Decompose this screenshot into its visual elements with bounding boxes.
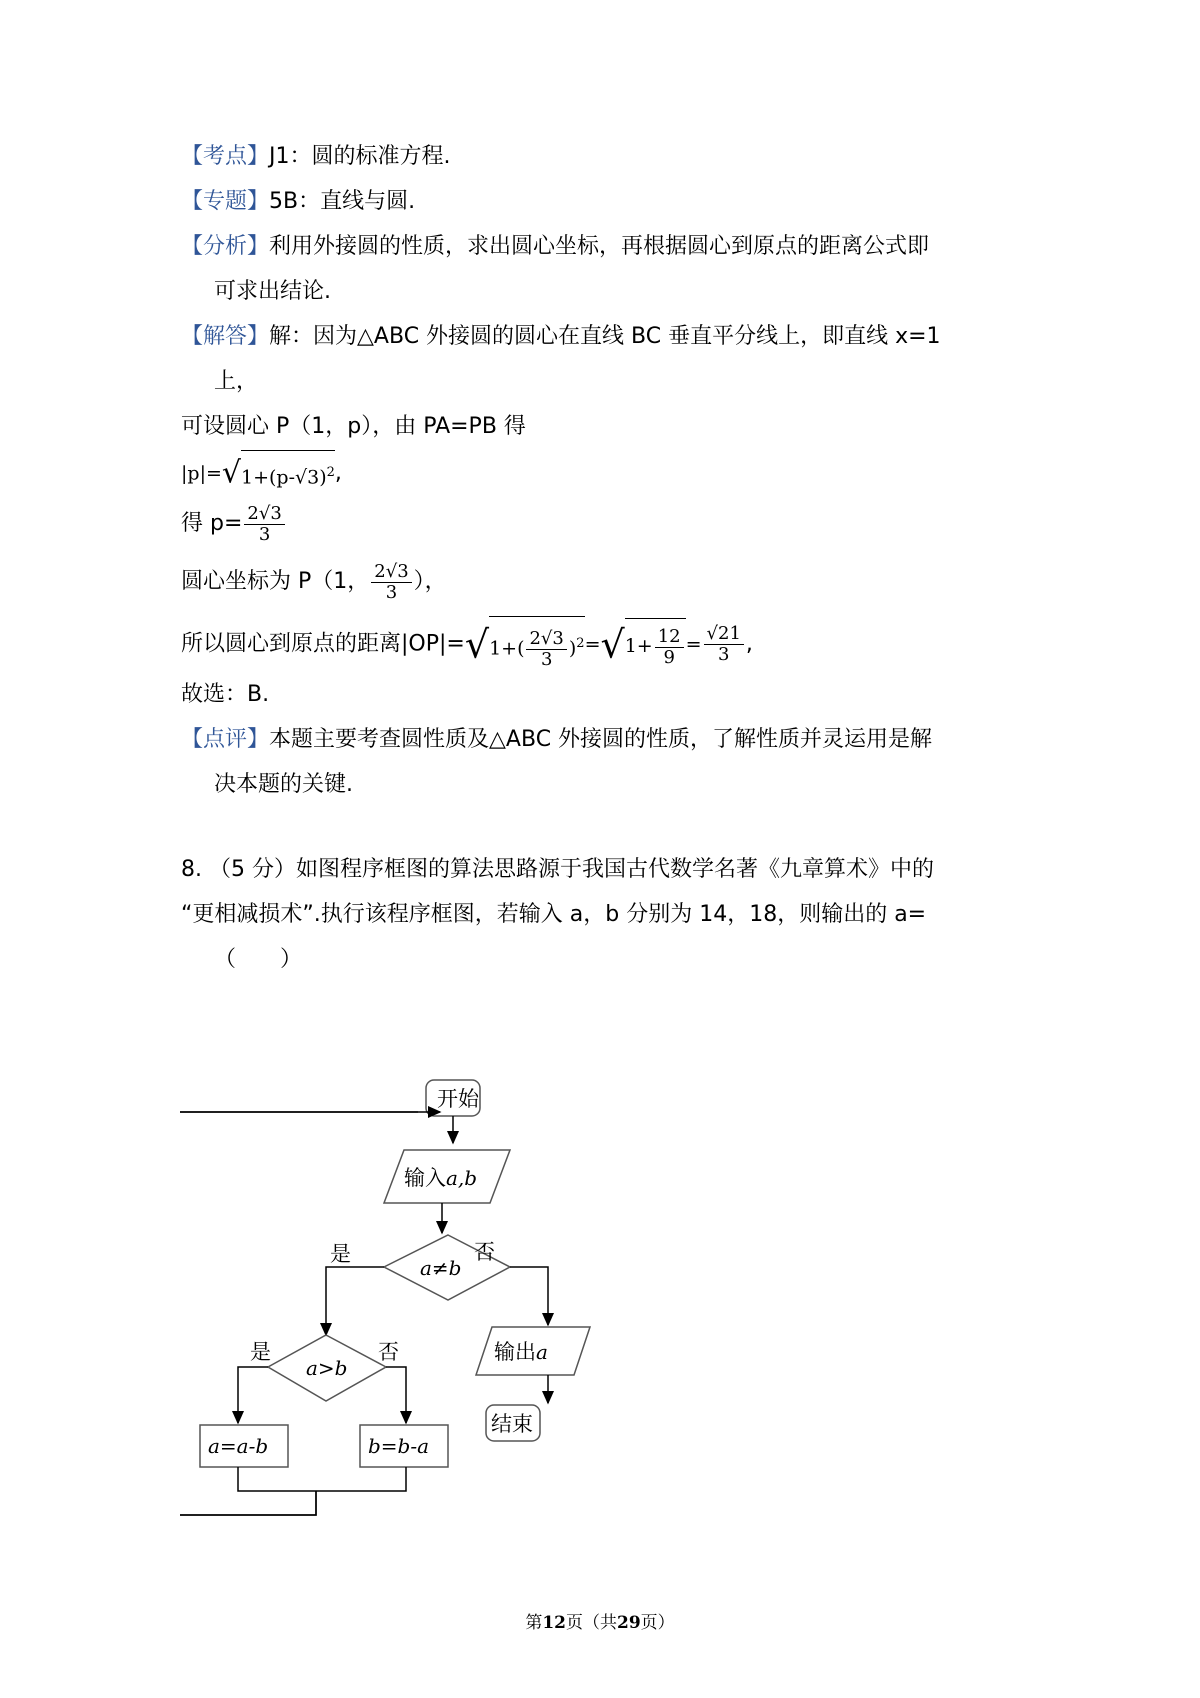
step-3-num: 2√3 [371, 562, 411, 583]
jieda-line [181, 322, 941, 352]
sqrt-symbol: √ [600, 622, 625, 667]
input-vars: a,b [446, 1166, 478, 1190]
step-4-eq: = [584, 633, 601, 656]
equation-1 [181, 450, 342, 497]
cond-1-label: a≠b [420, 1256, 462, 1280]
step-4-c: 1+ [624, 635, 653, 658]
answer: 故选：B. [181, 682, 270, 707]
jieda-text-1: 解：因为△ABC 外接圆的圆心在直线 BC 垂直平分线上，即直线 x=1 [269, 324, 941, 349]
input-label [404, 1166, 477, 1190]
step-4-fraction-3 [704, 624, 744, 665]
question-line-1: 8. （5 分）如图程序框图的算法思路源于我国古代数学名著《九章算术》中的 [181, 857, 934, 882]
dianping-line [181, 725, 932, 755]
output-prefix: 输出 [494, 1340, 536, 1364]
kaodian-line [181, 142, 451, 172]
step-4 [181, 616, 753, 673]
question-line-3: （ ） [214, 947, 303, 972]
step-4-num: 2√3 [526, 629, 566, 650]
step-4-radicand-2 [625, 618, 686, 671]
end-label: 结束 [491, 1412, 533, 1436]
sqrt-symbol: √ [221, 455, 242, 491]
footer-prefix: 第 [525, 1613, 543, 1633]
output-var: a [536, 1340, 548, 1364]
question-line-2: “更相减损术”.执行该程序框图，若输入 a，b 分别为 14，18，则输出的 a= [181, 902, 927, 927]
step-4-den3: 3 [718, 644, 730, 666]
no-1-label: 否 [474, 1240, 495, 1264]
fenxi-text-1: 利用外接圆的性质，求出圆心坐标，再根据圆心到原点的距离公式即 [269, 234, 930, 259]
eq-1-left: |p|= [181, 462, 222, 485]
step-4-end: , [745, 631, 753, 657]
step-4-num2: 12 [655, 627, 684, 648]
loop-line-bottom [180, 1491, 316, 1515]
step-4-eq2: = [685, 633, 702, 656]
assign-b-label: b=b-a [368, 1434, 430, 1458]
fenxi-tag: 【分析】 [181, 234, 270, 259]
step-2-prefix: 得 p= [181, 511, 243, 536]
output-label [494, 1340, 548, 1364]
step-4-b: ) [568, 637, 577, 660]
kaodian-tag: 【考点】 [181, 144, 270, 169]
zhuanti-line [181, 187, 415, 217]
step-4-radicand-1 [489, 616, 585, 673]
footer-total: 29 [617, 1613, 641, 1633]
page-footer [0, 1608, 1200, 1633]
eq-1-end: , [334, 460, 342, 486]
yes-1-label: 是 [330, 1242, 351, 1266]
jieda-tag: 【解答】 [181, 324, 270, 349]
step-4-a: 1+( [489, 637, 525, 660]
jieda-text-2: 上， [214, 369, 259, 394]
sqrt-symbol: √ [464, 622, 490, 667]
step-4-num3: √21 [704, 624, 744, 645]
step-2 [181, 502, 287, 546]
step-4-den2: 9 [663, 646, 675, 668]
step-3-den: 3 [385, 581, 398, 603]
step-3 [181, 560, 447, 604]
step-4-den: 3 [540, 648, 553, 670]
step-3-prefix: 圆心坐标为 P（1， [181, 569, 370, 594]
zhuanti-text: 5B：直线与圆. [269, 189, 416, 214]
fenxi-line [181, 232, 929, 262]
cond-2-label: a>b [306, 1356, 348, 1380]
eq-1-radicand [241, 450, 335, 497]
step-3-fraction [371, 562, 411, 603]
step-4-prefix: 所以圆心到原点的距离|OP|= [181, 631, 465, 657]
footer-suffix: 页） [640, 1613, 675, 1633]
input-prefix: 输入 [404, 1166, 446, 1190]
zhuanti-tag: 【专题】 [181, 189, 270, 214]
dianping-tag: 【点评】 [181, 727, 270, 752]
dianping-text-1: 本题主要考查圆性质及△ABC 外接圆的性质，了解性质并灵运用是解 [269, 727, 933, 752]
step-4-exp: 2 [576, 636, 585, 651]
footer-middle: 页（共 [566, 1613, 617, 1633]
step-3-suffix: ）， [413, 569, 447, 594]
step-1: 可设圆心 P（1，p），由 PA=PB 得 [181, 414, 526, 439]
fenxi-text-2: 可求出结论. [214, 279, 331, 304]
step-2-fraction [244, 504, 284, 545]
step-4-fraction-1 [526, 629, 566, 670]
start-label: 开始 [437, 1087, 479, 1111]
eq-1-exp: 2 [326, 465, 335, 480]
dianping-text-2: 决本题的关键. [214, 772, 353, 797]
eq-1-rad: 1+(p-√3) [241, 466, 327, 489]
yes-2-label: 是 [250, 1340, 271, 1364]
step-4-fraction-2 [655, 627, 684, 668]
flowchart [180, 1075, 620, 1575]
assign-a-label: a=a-b [208, 1434, 269, 1458]
kaodian-text: J1：圆的标准方程. [269, 144, 451, 169]
step-2-den: 3 [258, 523, 271, 545]
footer-page: 12 [542, 1613, 566, 1633]
no-2-label: 否 [378, 1340, 399, 1364]
step-2-num: 2√3 [244, 504, 284, 525]
